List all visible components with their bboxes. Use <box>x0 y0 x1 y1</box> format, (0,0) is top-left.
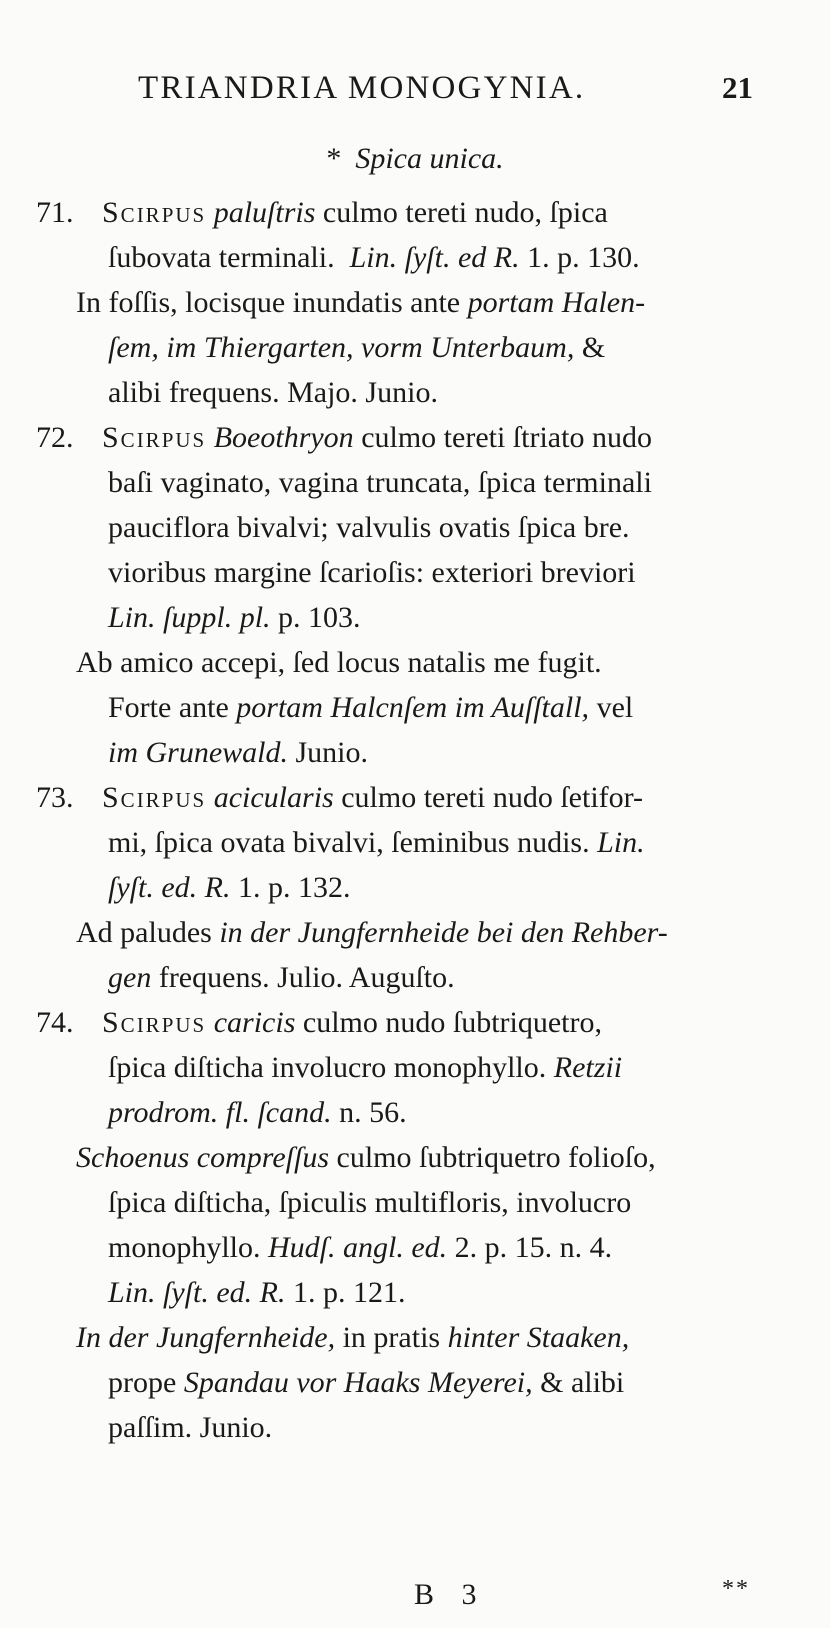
habitat-text: frequens. Julio. Auguſto. <box>151 961 455 994</box>
reference-citation: Hudſ. angl. ed. <box>268 1231 448 1264</box>
section-heading-text: Spica unica. <box>355 142 504 175</box>
locality-name: ſem, im Thiergarten, vorm Unterbaum, <box>108 331 575 364</box>
reference-number: 1. p. 132. <box>237 871 351 904</box>
asterisk-mark: * <box>326 142 342 175</box>
synonym-line <box>36 1270 778 1315</box>
entry-line <box>36 190 778 235</box>
description-text: monophyllo. <box>108 1231 261 1264</box>
description-text: culmo tereti nudo, ſpica <box>322 196 608 229</box>
habitat-line <box>36 910 778 955</box>
species-entry-73 <box>36 775 778 1000</box>
description-text: mi, ſpica ovata bivalvi, ſeminibus nudis. <box>108 826 590 859</box>
locality-name: portam Halen- <box>467 286 646 319</box>
habitat-text: & <box>574 331 606 364</box>
description-text: culmo tereti ſtriato nudo <box>361 421 652 454</box>
entry-line <box>36 775 778 820</box>
page-number: 21 <box>722 70 753 105</box>
reference-citation: Lin. ſyſt. ed R. <box>349 241 520 274</box>
locality-name: im Grunewald. <box>108 736 288 769</box>
locality-name: hinter Staaken, <box>447 1321 630 1354</box>
habitat-text: prope <box>108 1366 184 1399</box>
habitat-text: Ab amico accepi, ſed locus natalis me fugit. <box>76 646 602 679</box>
entry-line <box>36 1045 778 1090</box>
genus-name: Scirpus <box>102 1006 207 1039</box>
locality-name: In der Jungfernheide, <box>76 1321 336 1354</box>
description-text: pauciflora bivalvi; valvulis ovatis ſpica bre. <box>108 511 630 544</box>
habitat-line <box>36 280 778 325</box>
habitat-line <box>36 640 778 685</box>
locality-name: in der Jungfernheide bei den Rehber- <box>219 916 668 949</box>
entry-line <box>36 460 778 505</box>
description-text: culmo nudo ſubtriquetro, <box>302 1006 602 1039</box>
locality-name: portam Halcnſem im Auſſtall, <box>236 691 590 724</box>
reference-citation: Retzii <box>553 1051 623 1084</box>
page-header <box>0 70 830 110</box>
reference-citation: Lin. ſuppl. pl. <box>108 601 271 634</box>
entry-line <box>36 415 778 460</box>
entry-number: 74. <box>36 1006 74 1039</box>
signature-mark: B 3 <box>414 1578 487 1611</box>
page-footer <box>0 1578 830 1618</box>
habitat-text: paſſim. Junio. <box>108 1411 273 1444</box>
genus-name: Scirpus <box>102 196 207 229</box>
habitat-line <box>36 1405 778 1450</box>
catchword: ** <box>722 1576 750 1602</box>
entry-line <box>36 820 778 865</box>
habitat-text: In foſſis, locisque inundatis ante <box>76 286 468 319</box>
synonym-line <box>36 1180 778 1225</box>
reference-number: 1. p. 130. <box>527 241 640 274</box>
entry-line <box>36 1000 778 1045</box>
habitat-line <box>36 325 778 370</box>
synonym-name: Schoenus compreſſus <box>76 1141 330 1174</box>
description-text: ſubovata terminali. <box>108 241 335 274</box>
habitat-line <box>36 685 778 730</box>
description-text: baſi vaginato, vagina truncata, ſpica terminali <box>108 466 652 499</box>
entry-number: 73. <box>36 781 74 814</box>
habitat-text: Forte ante <box>108 691 237 724</box>
description-text: vioribus margine ſcarioſis: exteriori breviori <box>108 556 636 589</box>
description-text: culmo ſubtriquetro folioſo, <box>336 1141 656 1174</box>
reference-number: 1. p. 121. <box>292 1276 406 1309</box>
habitat-line <box>36 955 778 1000</box>
species-epithet: Boeothryon <box>213 421 354 454</box>
body-text <box>36 190 778 1450</box>
reference-number: p. 103. <box>278 601 361 634</box>
entry-line <box>36 595 778 640</box>
reference-number: n. 56. <box>339 1096 407 1129</box>
entry-line <box>36 550 778 595</box>
entry-number: 72. <box>36 421 74 454</box>
entry-line <box>36 865 778 910</box>
reference-citation: ſyſt. ed. R. <box>108 871 231 904</box>
habitat-text: alibi frequens. Majo. Junio. <box>108 376 438 409</box>
habitat-text: Ad paludes <box>76 916 220 949</box>
habitat-line <box>36 370 778 415</box>
synonym-line <box>36 1135 778 1180</box>
habitat-text: Junio. <box>288 736 369 769</box>
genus-name: Scirpus <box>102 781 207 814</box>
synonym-line <box>36 1225 778 1270</box>
habitat-line <box>36 1315 778 1360</box>
habitat-text: & alibi <box>532 1366 625 1399</box>
habitat-line <box>36 730 778 775</box>
description-text: ſpica diſticha, ſpiculis multifloris, involucro <box>108 1186 632 1219</box>
species-entry-74 <box>36 1000 778 1450</box>
habitat-text: in pratis <box>335 1321 448 1354</box>
habitat-text: vel <box>589 691 634 724</box>
entry-number: 71. <box>36 196 74 229</box>
reference-number: 2. p. 15. n. 4. <box>454 1231 613 1264</box>
entry-line <box>36 1090 778 1135</box>
description-text: ſpica diſticha involucro monophyllo. <box>108 1051 547 1084</box>
locality-name: Spandau vor Haaks Meyerei, <box>183 1366 533 1399</box>
description-text: culmo tereti nudo ſetifor- <box>341 781 644 814</box>
habitat-line <box>36 1360 778 1405</box>
entry-line <box>36 235 778 280</box>
reference-citation: Lin. <box>597 826 645 859</box>
reference-citation: prodrom. fl. ſcand. <box>108 1096 332 1129</box>
entry-line <box>36 505 778 550</box>
species-epithet: paluſtris <box>213 196 316 229</box>
running-title: TRIANDRIA MONOGYNIA. <box>138 70 586 106</box>
reference-citation: Lin. ſyſt. ed. R. <box>108 1276 286 1309</box>
species-epithet: acicularis <box>213 781 334 814</box>
species-entry-72 <box>36 415 778 775</box>
species-entry-71 <box>36 190 778 415</box>
section-heading <box>0 142 830 176</box>
locality-name: gen <box>108 961 152 994</box>
species-epithet: caricis <box>213 1006 296 1039</box>
genus-name: Scirpus <box>102 421 207 454</box>
